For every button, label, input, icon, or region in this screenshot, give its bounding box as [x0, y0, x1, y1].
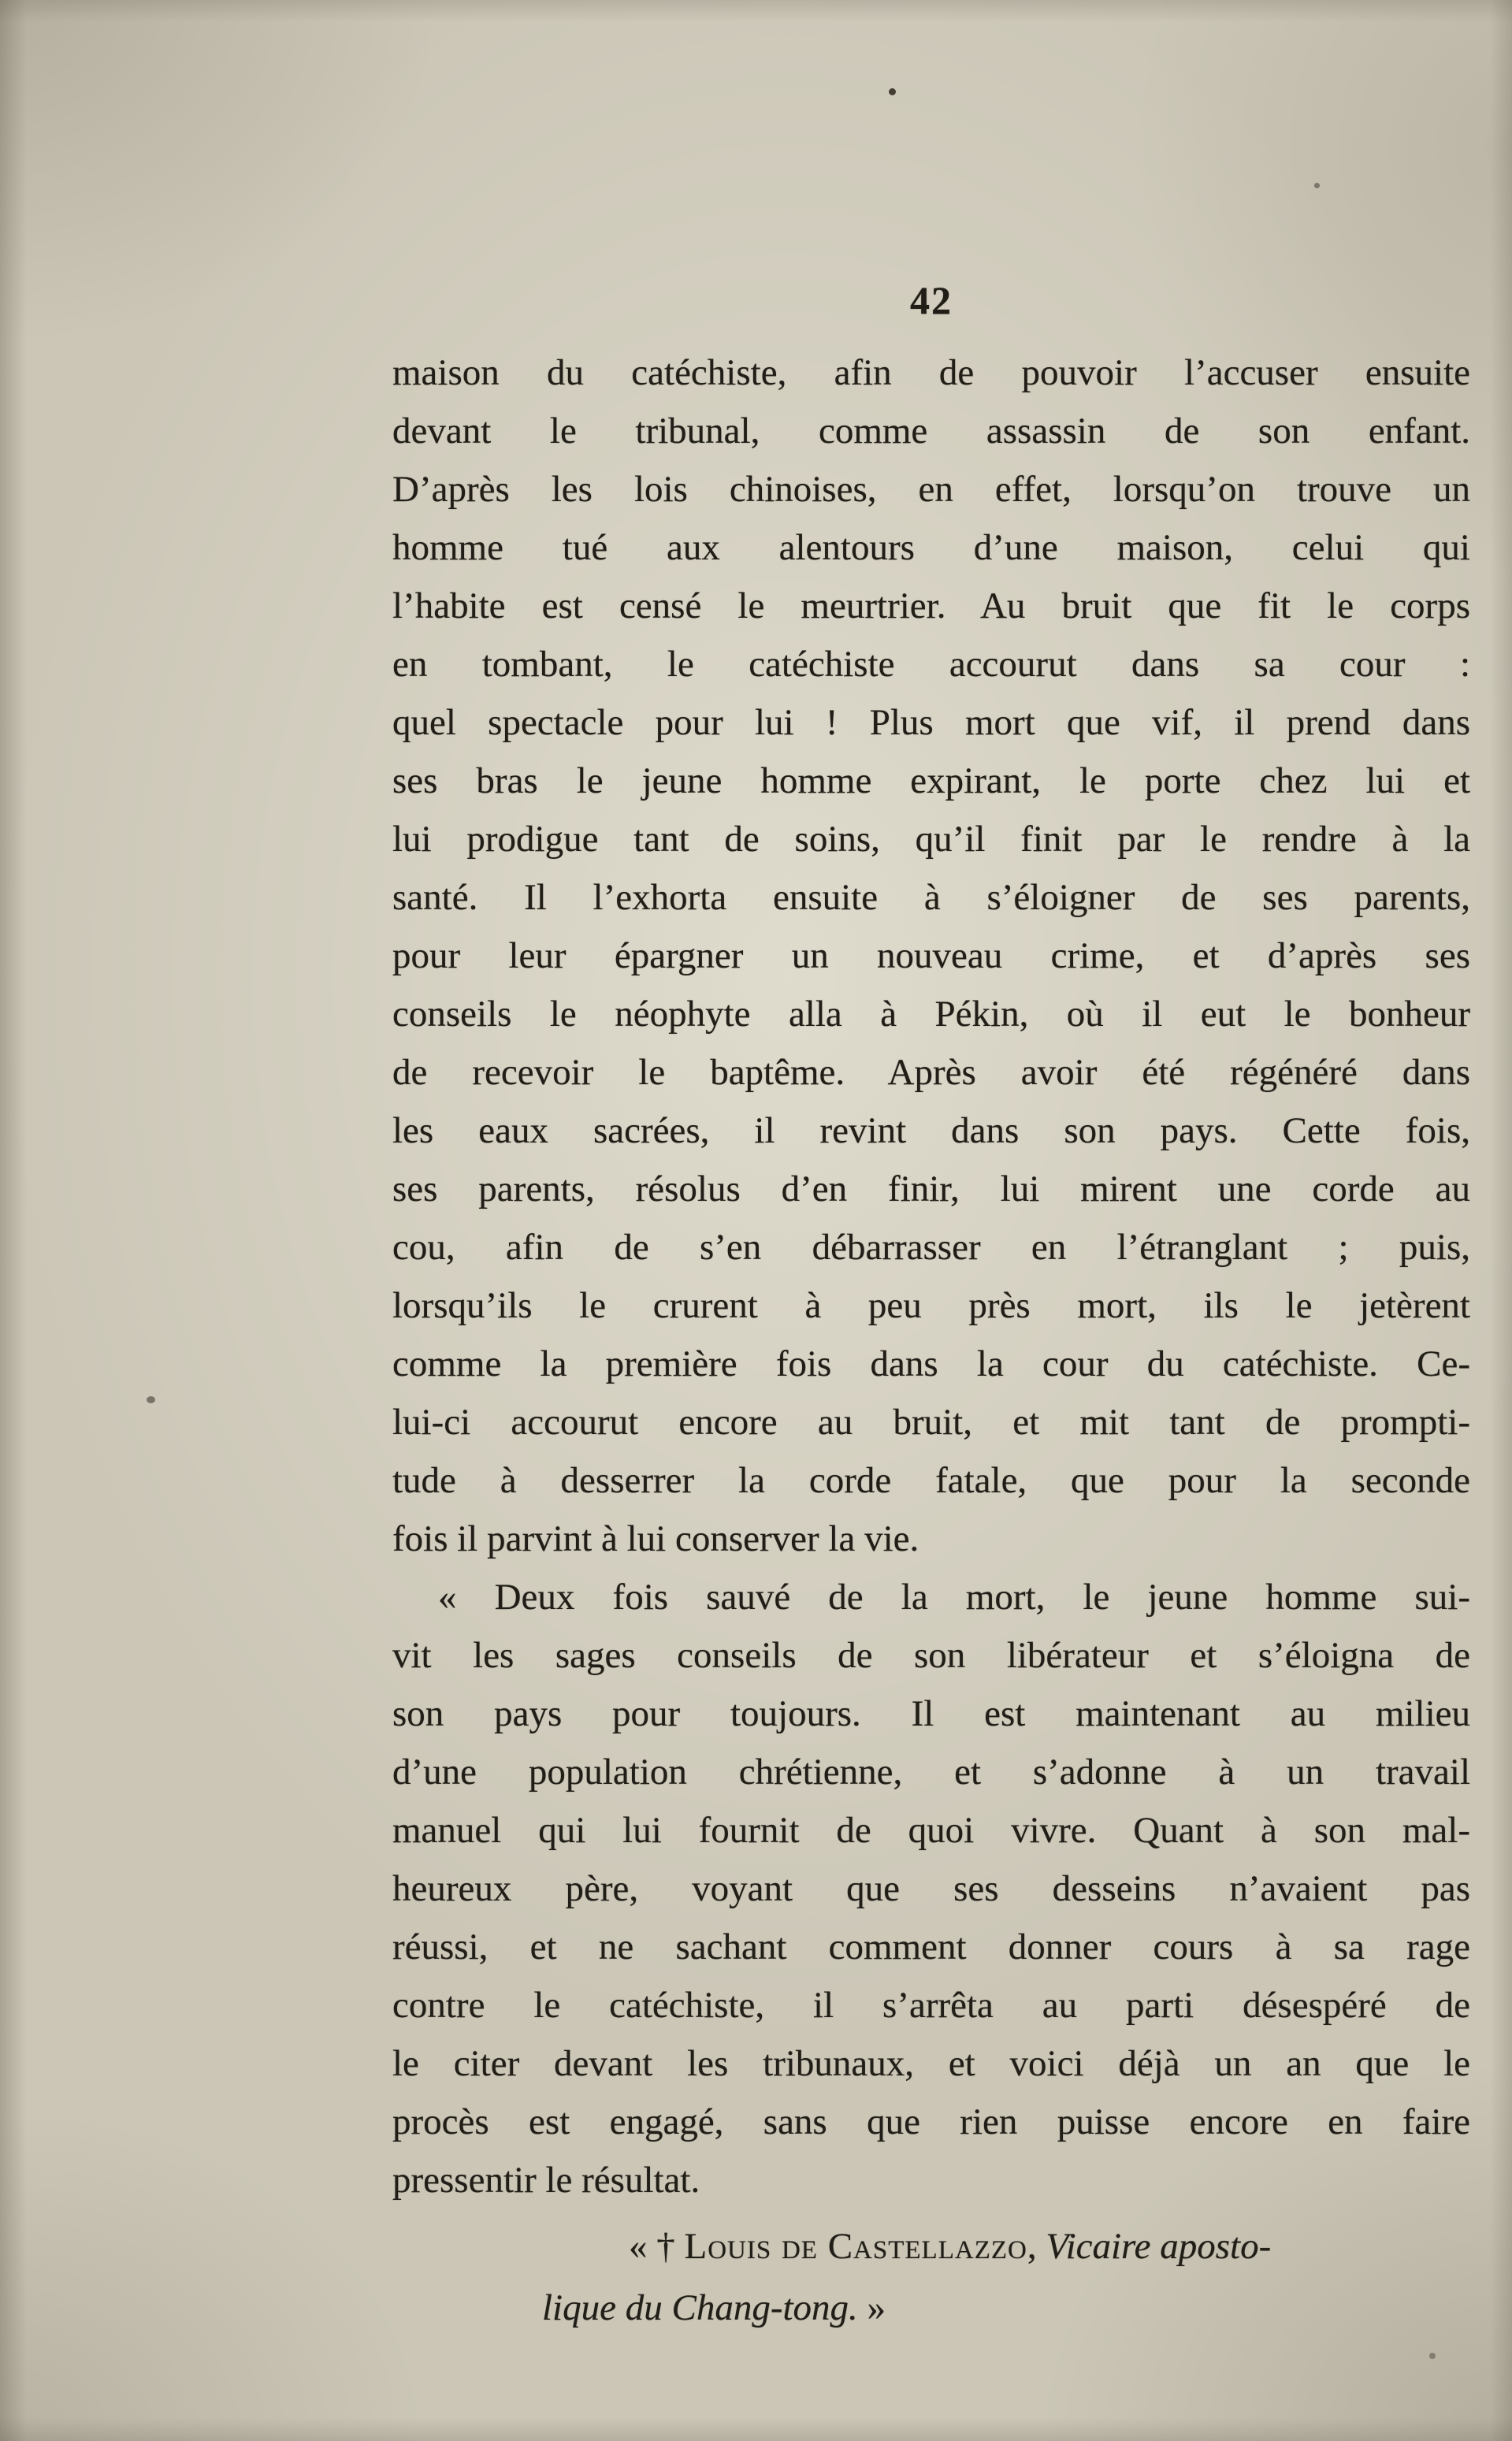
text-line: tude à desserrer la corde fatale, que pour la seconde [392, 1460, 1470, 1501]
text-line: quel spectacle pour lui ! Plus mort que vif, il prend dans [392, 702, 1470, 743]
text-line: fois il parvint à lui conserver la vie. [392, 1518, 919, 1559]
text-line: santé. Il l’exhorta ensuite à s’éloigner de ses parents, [392, 877, 1470, 918]
text-line: pressentir le résultat. [392, 2160, 700, 2201]
text-line: l’habite est censé le meurtrier. Au bruit que fit le corps [392, 585, 1470, 626]
ink-speck [889, 88, 896, 95]
text-line: « Deux fois sauvé de la mort, le jeune homme sui- [438, 1577, 1470, 1618]
text-line: réussi, et ne sachant comment donner cours à sa rage [392, 1926, 1470, 1967]
ink-speck [1429, 2353, 1436, 2359]
signature-block [392, 2216, 1470, 2339]
signature-line-1 [629, 2216, 1470, 2277]
text-line: pour leur épargner un nouveau crime, et d’après ses [392, 935, 1470, 976]
text-line: le citer devant les tribunaux, et voici déjà un an que le [392, 2043, 1470, 2084]
text-line: son pays pour toujours. Il est maintenant au milieu [392, 1693, 1470, 1734]
ink-speck [1314, 183, 1320, 188]
signature-title-part-1: Vicaire aposto- [1046, 2226, 1272, 2267]
signature-name: Louis de Castellazzo [684, 2226, 1027, 2267]
text-line: procès est engagé, sans que rien puisse encore en faire [392, 2101, 1470, 2142]
text-line: D’après les lois chinoises, en effet, lorsqu’on trouve un [392, 469, 1470, 510]
text-line: en tombant, le catéchiste accourut dans sa cour : [392, 644, 1470, 685]
text-line: d’une population chrétienne, et s’adonne à un travail [392, 1752, 1470, 1793]
text-line: homme tué aux alentours d’une maison, celui qui [392, 527, 1470, 568]
ink-speck [147, 1396, 155, 1403]
text-line: lorsqu’ils le crurent à peu près mort, ils le jetèrent [392, 1285, 1470, 1326]
text-line: lui prodigue tant de soins, qu’il finit par le rendre à la [392, 819, 1470, 860]
text-line: ses bras le jeune homme expirant, le porte chez lui et [392, 760, 1470, 801]
page-number: 42 [910, 278, 953, 322]
text-line: cou, afin de s’en débarrasser en l’étranglant ; puis, [392, 1227, 1470, 1268]
text-line: comme la première fois dans la cour du catéchiste. Ce- [392, 1343, 1470, 1384]
page-content [392, 277, 1470, 2339]
cross-mark: † [656, 2226, 675, 2267]
text-line: les eaux sacrées, il revint dans son pays. Cette fois, [392, 1110, 1470, 1151]
signature-separator: , [1027, 2226, 1037, 2267]
signature-line-2 [542, 2277, 1470, 2339]
quote-open-mark: « [629, 2226, 648, 2267]
paragraph [392, 344, 1470, 1568]
signature-title-part-2: lique du Chang-tong. [542, 2287, 858, 2328]
text-line: contre le catéchiste, il s’arrêta au parti désespéré de [392, 1985, 1470, 2026]
quote-close-mark: » [867, 2287, 886, 2328]
text-line: heureux père, voyant que ses desseins n’avaient pas [392, 1868, 1470, 1909]
body-paragraphs [392, 344, 1470, 2209]
text-line: lui-ci accourut encore au bruit, et mit tant de prompti- [392, 1402, 1470, 1443]
text-line: de recevoir le baptême. Après avoir été régénéré dans [392, 1052, 1470, 1093]
paragraph [392, 1568, 1470, 2209]
text-line: ses parents, résolus d’en finir, lui mirent une corde au [392, 1168, 1470, 1209]
text-line: conseils le néophyte alla à Pékin, où il eut le bonheur [392, 994, 1470, 1035]
text-line: maison du catéchiste, afin de pouvoir l’accuser ensuite [392, 352, 1470, 393]
text-line: manuel qui lui fournit de quoi vivre. Quant à son mal- [392, 1810, 1470, 1851]
text-line: devant le tribunal, comme assassin de son enfant. [392, 411, 1470, 451]
text-line: vit les sages conseils de son libérateur et s’éloigna de [392, 1635, 1470, 1676]
